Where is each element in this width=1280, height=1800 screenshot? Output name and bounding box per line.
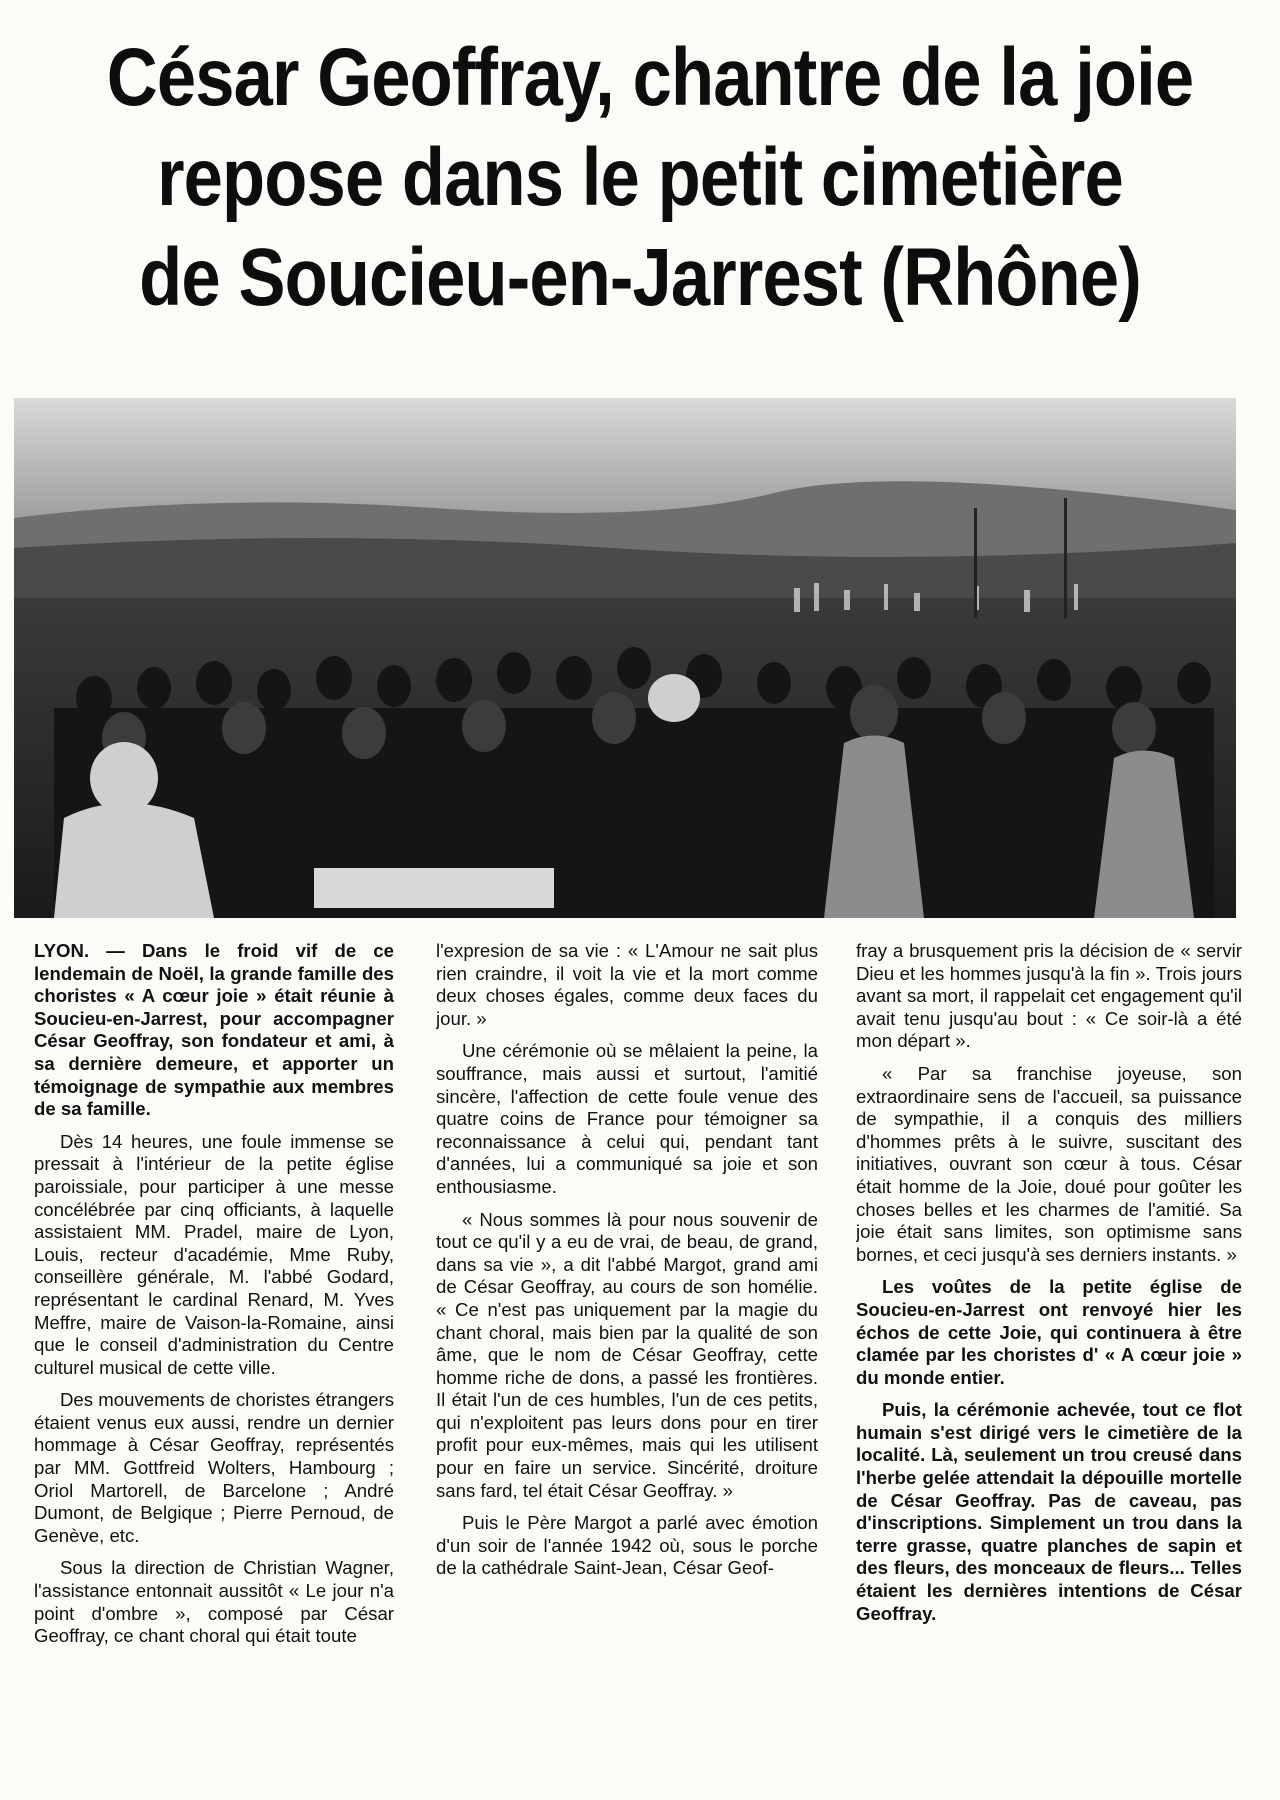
article-column-3	[856, 940, 1242, 1790]
headline-line-1: César Geoffray, chantre de la joie	[106, 32, 1194, 123]
article-paragraph: « Par sa franchise joyeuse, son extraordinaire sens de l'accueil, sa puissance de sympathie, il a conquis des milliers d'hommes prêts à le suivre, suscitant des initiatives, ouvrant son cœur à tous. César était homme de la Joie, doué pour goûter les choses belles et les charmes de l'amitié. Sa joie était sans limites, son optimisme sans bornes, et ceci jusqu'à ses derniers instants. »	[856, 1062, 1242, 1265]
photo-illustration	[14, 398, 1236, 918]
headline-line-2: repose dans le petit cimetière	[157, 132, 1123, 223]
crowd-photo	[14, 398, 1236, 918]
article-paragraph: Dès 14 heures, une foule immense se pressait à l'intérieur de la petite église paroissiale, pour participer à une messe concélébrée par cinq officiants, à laquelle assistaient MM. Pradel, maire de Lyon, Louis, recteur d'académie, Mme Ruby, conseillère générale, M. l'abbé Godard, représentant le cardinal Renard, M. Yves Meffre, maire de Vaison-la-Romaine, ainsi que le conseil d'administration du Centre culturel musical de cette ville.	[34, 1130, 394, 1378]
article-paragraph: Puis le Père Margot a parlé avec émotion d'un soir de l'année 1942 où, sous le porche de la cathédrale Saint-Jean, César Geof-	[436, 1512, 818, 1579]
article-paragraph: Les voûtes de la petite église de Soucieu-en-Jarrest ont renvoyé hier les échos de cette Joie, qui continuera à être clamée par les choristes d' « A cœur joie » du monde entier.	[856, 1276, 1242, 1388]
article-paragraph: fray a brusquement pris la décision de « servir Dieu et les hommes jusqu'à la fin ». Trois jours avant sa mort, il rappelait cet engagement qu'il avait tenu jusqu'au bout : « Ce soir-là a été mon départ ».	[856, 940, 1242, 1052]
headline	[106, 28, 1194, 328]
article-column-1	[34, 940, 394, 1790]
article-column-2	[436, 940, 818, 1790]
article-paragraph: Une cérémonie où se mêlaient la peine, la souffrance, mais aussi et surtout, l'amitié sincère, l'affection de cette foule venue des quatre coins de France pour témoigner sa reconnaissance à celui qui, pendant tant d'années, lui a communiqué sa joie et son enthousiasme.	[436, 1040, 818, 1197]
article-paragraph: « Nous sommes là pour nous souvenir de tout ce qu'il y a eu de vrai, de beau, de grand, dans sa vie », a dit l'abbé Margot, grand ami de César Geoffray, au cours de son homélie. « Ce n'est pas uniquement par la magie du chant choral, mais bien par la qualité de son âme, que le nom de César Geoffray, cette homme riche de dons, a passé les frontières. Il était l'un de ces humbles, l'un de ces petits, qui n'exploitent pas leurs dons pour en tirer profit pour eux-mêmes, mais qui les utilisent pour en faire un service. Sincérité, droiture sans fard, tel était César Geoffray. »	[436, 1208, 818, 1501]
article-paragraph: l'expresion de sa vie : « L'Amour ne sait plus rien craindre, il voit la vie et la mort comme deux choses égales, comme deux faces du jour. »	[436, 940, 818, 1029]
article-paragraph: Sous la direction de Christian Wagner, l'assistance entonnait aussitôt « Le jour n'a point d'ombre », composé par César Geoffray, ce chant choral qui était toute	[34, 1557, 394, 1647]
article-paragraph: LYON. — Dans le froid vif de ce lendemain de Noël, la grande famille des choristes « A cœur joie » était réunie à Soucieu-en-Jarrest, pour accompagner César Geoffray, son fondateur et ami, à sa dernière demeure, et apporter un témoignage de sympathie aux membres de sa famille.	[34, 940, 394, 1120]
article-paragraph: Des mouvements de choristes étrangers étaient venus eux aussi, rendre un dernier hommage à César Geoffray, représentés par MM. Gottfreid Wolters, Hambourg ; Oriol Martorell, de Barcelone ; André Dumont, de Belgique ; Pierre Pernoud, de Genève, etc.	[34, 1389, 394, 1546]
headline-line-3: de Soucieu-en-Jarrest (Rhône)	[139, 232, 1141, 323]
article-paragraph: Puis, la cérémonie achevée, tout ce flot humain s'est dirigé vers le cimetière de la localité. Là, seulement un trou creusé dans l'herbe gelée attendait la dépouille mortelle de César Geoffray. Pas de caveau, pas d'inscriptions. Simplement un trou dans la terre grasse, quatre planches de sapin et des fleurs, des monceaux de fleurs... Telles étaient les dernières intentions de César Geoffray.	[856, 1399, 1242, 1624]
